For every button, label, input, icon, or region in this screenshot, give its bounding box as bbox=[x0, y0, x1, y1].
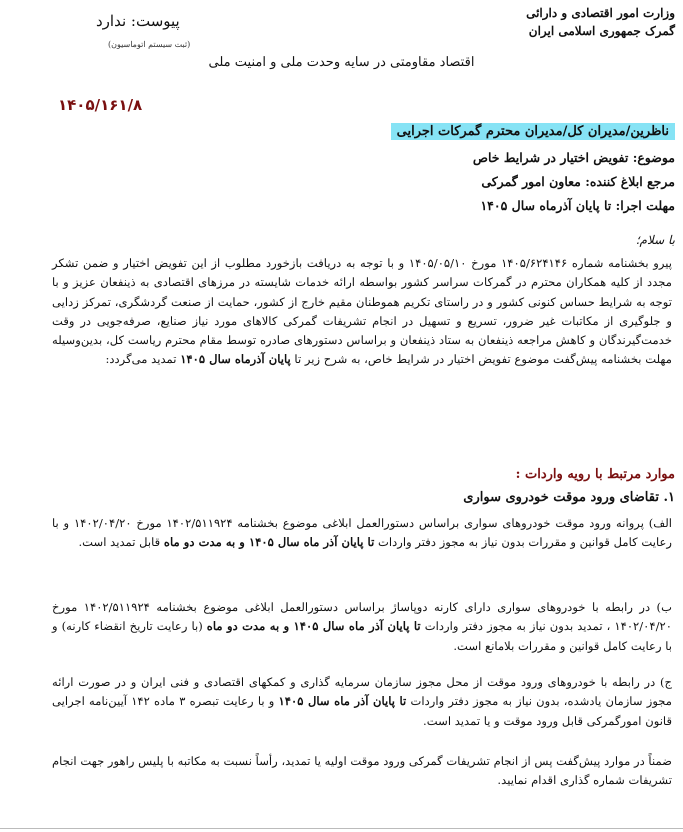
paragraph-b-deadline: تا پایان آذر ماه سال ۱۴۰۵ و به مدت دو ماه bbox=[206, 619, 421, 634]
item1-title: ۱. تقاضای ورود موقت خودروی سواری bbox=[463, 490, 675, 505]
intro-end: تمدید می‌گردد: bbox=[105, 352, 177, 367]
customs-name: گمرک جمهوری اسلامی ایران bbox=[528, 24, 675, 38]
attachment-note: (ثبت سیستم اتوماسیون) bbox=[108, 40, 191, 49]
subject-line: موضوع: تفویض اختیار در شرایط خاص bbox=[472, 150, 675, 165]
paragraph-d: ضمناً در موارد پیش‌گفت پس از انجام تشریفات گمرکی ورود موقت اولیه یا تمدید، رأساً نسبت به مکاتبه با پلیس راهور جهت انجام تشریفات شماره گذاری اقدام نمایید. bbox=[52, 754, 672, 788]
deadline-line: مهلت اجرا: تا پایان آذرماه سال ۱۴۰۵ bbox=[480, 198, 675, 213]
paragraph-a-deadline: تا پایان آذر ماه سال ۱۴۰۵ و به مدت دو ماه bbox=[163, 535, 375, 550]
ministry-header bbox=[526, 4, 675, 40]
intro-paragraph bbox=[52, 254, 672, 370]
paragraph-b-end: (با رعایت تاریخ انقضاء کارنه) و با رعایت کامل قوانین و مقررات بلامانع است. bbox=[52, 619, 672, 653]
recipients-heading: ناظرین/مدیران کل/مدیران محترم گمرکات اجرایی bbox=[391, 123, 675, 140]
attachment-label: پیوست: ندارد bbox=[96, 12, 180, 30]
letter-number: ۱۴۰۵/۱۶۱/۸ bbox=[58, 96, 143, 114]
paragraph-b bbox=[52, 598, 672, 656]
salutation: با سلام؛ bbox=[635, 233, 675, 247]
intro-deadline: پایان آذرماه سال ۱۴۰۵ bbox=[180, 352, 291, 367]
ministry-name: وزارت امور اقتصادی و دارائی bbox=[526, 6, 675, 20]
paragraph-c-text: ج) در رابطه با خودروهای ورود موقت از محل مجوز سازمان سرمایه گذاری و کمکهای اقتصادی و فنی ایران و در صورت ارائه مجوز سازمان یادشده، بدون نیاز به مجوز دفتر واردات bbox=[52, 675, 673, 709]
paragraph-b-text: ب) در رابطه با خودروهای سواری دارای کارنه دوپاساژ براساس دستورالعمل ابلاغی موضوع بخشنامه ۱۴۰۲/۵۱۱۹۲۴ مورخ ۱۴۰۲/۰۴/۲۰ ، تمدید بدون نیاز به مجوز دفتر واردات bbox=[52, 600, 672, 634]
paragraph-c-deadline: تا پایان آذر ماه سال ۱۴۰۵ bbox=[278, 694, 407, 709]
paragraph-a-text: الف) پروانه ورود موقت خودروهای سواری براساس دستورالعمل ابلاغی موضوع بخشنامه ۱۴۰۲/۵۱۱۹۲۴ مورخ ۱۴۰۲/۰۴/۲۰ و با رعایت کامل قوانین و مقررات بدون نیاز به مجوز دفتر واردات bbox=[52, 516, 673, 550]
authority-line: مرجع ابلاغ کننده: معاون امور گمرکی bbox=[481, 174, 675, 189]
motto: اقتصاد مقاومتی در سایه وحدت ملی و امنیت ملی bbox=[208, 55, 475, 70]
paragraph-a-end: قابل تمدید است. bbox=[78, 535, 161, 550]
page-bottom-edge bbox=[0, 828, 683, 829]
paragraph-c-end: و با رعایت تبصره ۳ ماده ۱۴۲ آیین‌نامه اجرایی قانون امورگمرکی قابل ورود موقت و یا تمدید است. bbox=[52, 694, 672, 728]
paragraph-a bbox=[52, 514, 672, 553]
import-section-title: موارد مرتبط با رویه واردات : bbox=[515, 467, 675, 482]
intro-text: پیرو بخشنامه شماره ۱۴۰۵/۶۲۴۱۴۶ مورخ ۱۴۰۵/۰۵/۱۰ و با توجه به دریافت بازخورد مطلوب از این تفویض اختیار و ضمن تشکر مجدد از کلیه همکاران محترم در گمرکات سراسر کشور بواسطه ارائه خدمات شایسته در مرزهای اقتصادی به ذینفعان عزیز و با توجه به شرایط حساس کنونی کشور و در راستای تکریم هموطنان مقیم خارج از کشور، حمایت از صنعت گردشگری، تمرکز زدایی و جلوگیری از مکاتبات غیر ضرور، تسریع و تسهیل در انجام تشریفات گمرکی کالاهای مورد نیاز صنایع، صرفه‌جویی در وقت خدمت‌گیرندگان و کاهش مراجعه ذینفعان به ستاد ذینفعان و براساس دستورهای صادره توسط مقام محترم ریاست کل، بدین‌وسیله مهلت بخشنامه پیش‌گفت موضوع تفویض اختیار در شرایط خاص، به شرح زیر تا bbox=[52, 256, 672, 367]
paragraph-c bbox=[52, 673, 672, 731]
